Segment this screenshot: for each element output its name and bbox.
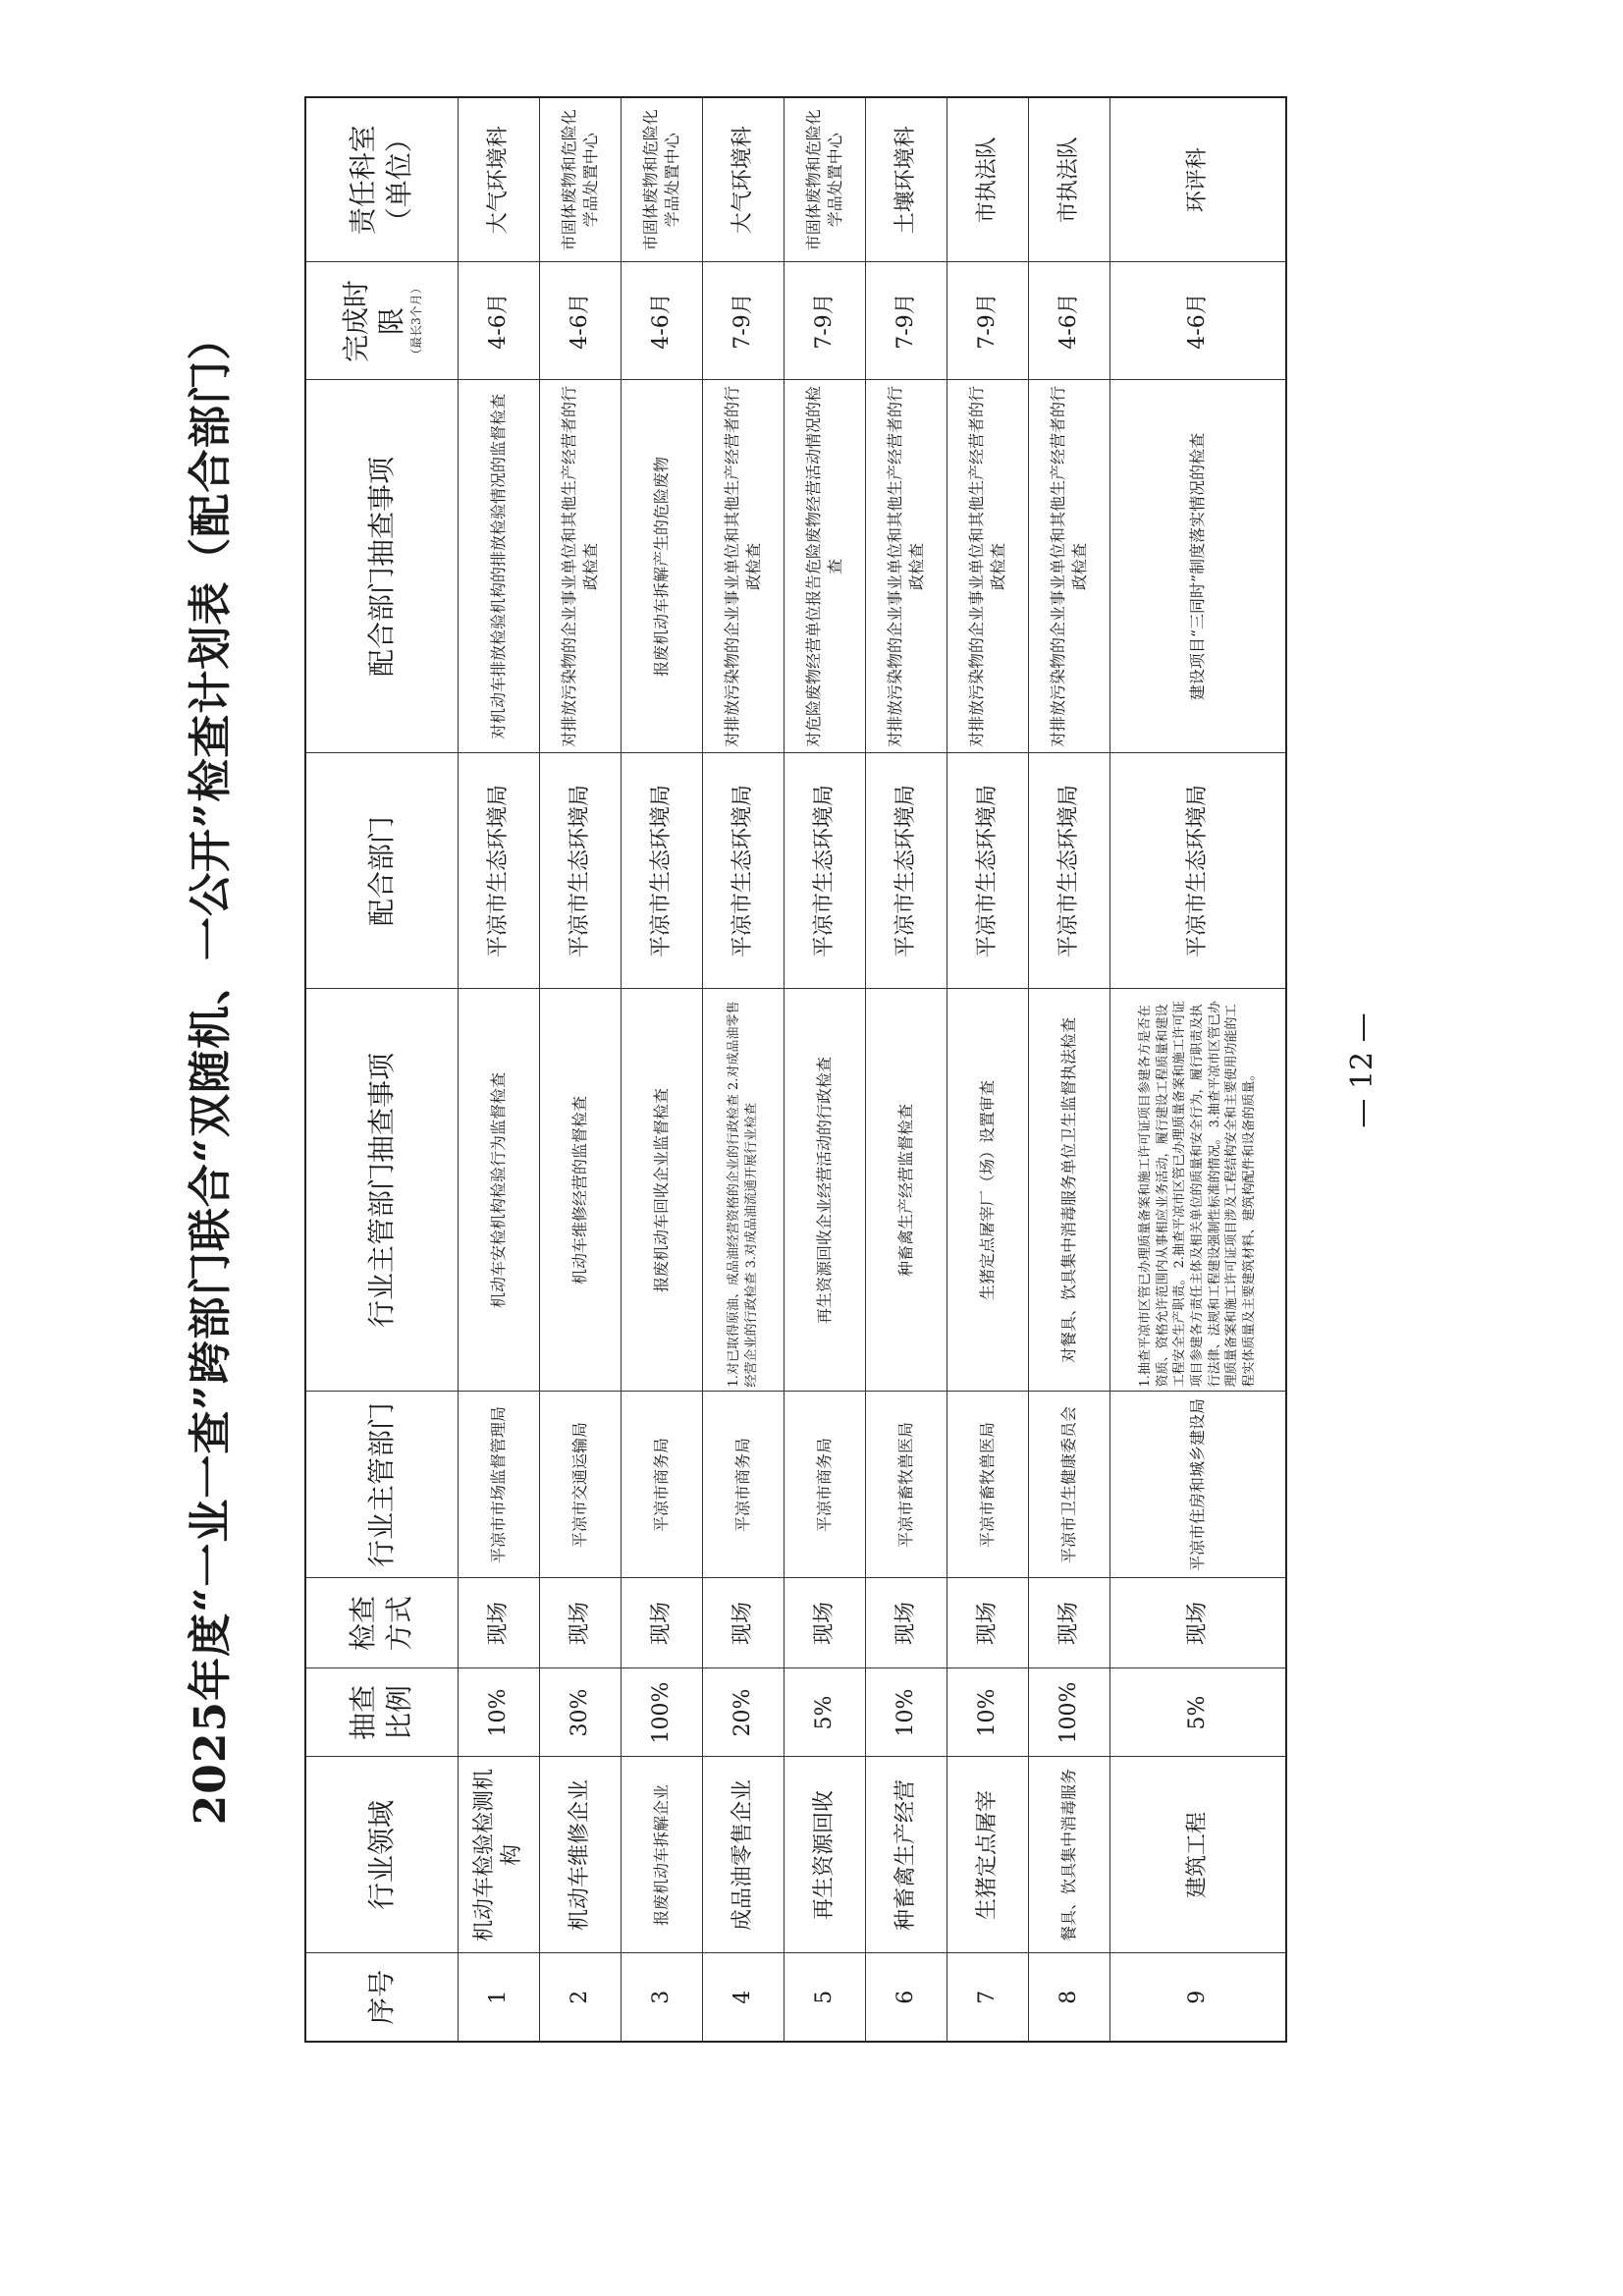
rotated-page (157, 88, 1424, 2052)
cell-method: 现场 (539, 1578, 621, 1668)
table-row (458, 97, 539, 2042)
cell-deadline: 7-9月 (947, 262, 1028, 380)
cell-industry: 餐具、饮具集中消毒服务 (1028, 1757, 1109, 1953)
cell-authority-items: 报废机动车回收企业监督检查 (621, 989, 702, 1392)
header-authority: 行业主管部门 (305, 1392, 458, 1578)
cell-seq: 7 (947, 1953, 1028, 2042)
cell-partner-items: 对排放污染物的企业事业单位和其他生产经营者的行政检查 (947, 380, 1028, 753)
cell-authority: 平凉市畜牧兽医局 (947, 1392, 1028, 1578)
header-partner-items: 配合部门抽查事项 (305, 380, 458, 753)
cell-ratio: 100% (621, 1668, 702, 1757)
cell-method: 现场 (1028, 1578, 1109, 1668)
cell-responsible: 环评科 (1109, 97, 1286, 262)
cell-deadline: 7-9月 (784, 262, 865, 380)
header-authority-items: 行业主管部门抽查事项 (305, 989, 458, 1392)
table-header-row (305, 97, 458, 2042)
cell-responsible: 市固体废物和危险化学品处置中心 (621, 97, 702, 262)
document-title: 2025年度“一业一查”跨部门联合“双随机、一公开”检查计划表（配合部门） (186, 315, 236, 1826)
cell-authority: 平凉市交通运输局 (539, 1392, 621, 1578)
cell-seq: 5 (784, 1953, 865, 2042)
header-method: 检查方式 (305, 1578, 458, 1668)
cell-seq: 6 (865, 1953, 947, 2042)
cell-authority-items: 对餐具、饮具集中消毒服务单位卫生监督执法检查 (1028, 989, 1109, 1392)
page-number: — 12 — (1345, 1012, 1380, 1128)
header-ratio: 抽查比例 (305, 1668, 458, 1757)
cell-partner-items: 对排放污染物的企业事业单位和其他生产经营者的行政检查 (865, 380, 947, 753)
cell-method: 现场 (458, 1578, 539, 1668)
cell-industry: 报废机动车拆解企业 (621, 1757, 702, 1953)
table-row (702, 97, 784, 2042)
cell-ratio: 100% (1028, 1668, 1109, 1757)
cell-ratio: 10% (947, 1668, 1028, 1757)
cell-partner-items: 建设项目“三同时”制度落实情况的检查 (1109, 380, 1286, 753)
cell-seq: 9 (1109, 1953, 1286, 2042)
cell-authority-items: 机动车维修经营的监督检查 (539, 989, 621, 1392)
cell-method: 现场 (947, 1578, 1028, 1668)
cell-responsible: 市固体废物和危险化学品处置中心 (784, 97, 865, 262)
cell-authority: 平凉市住房和城乡建设局 (1109, 1392, 1286, 1578)
cell-responsible: 市固体废物和危险化学品处置中心 (539, 97, 621, 262)
cell-ratio: 5% (784, 1668, 865, 1757)
cell-authority: 平凉市市场监督管理局 (458, 1392, 539, 1578)
cell-authority-items: 1.抽查平凉市区管已办理质量备案和施工许可证项目参建各方是否在资质、资格允许范围内从事相应业务活动，履行建设工程质量和建设工程安全生产职责。 2.抽查平凉市区管已办理质量备案和施工许可证项目参建各方责任主体及相关单位的质量和安全行为，履行职责及执行法律、法规和工程建设强制性标准的情况。 3.抽查平凉市区管已办理质量备案和施工许可证项目涉及工程结构安全和主要使用功能的工程实体质量及主要建筑材料、建筑构配件和设备的质量。 (1109, 989, 1286, 1392)
cell-authority: 平凉市卫生健康委员会 (1028, 1392, 1109, 1578)
table-row (784, 97, 865, 2042)
cell-partner-items: 对机动车排放检验机构的排放检验情况的监督检查 (458, 380, 539, 753)
cell-partner: 平凉市生态环境局 (784, 753, 865, 989)
cell-method: 现场 (1109, 1578, 1286, 1668)
table-row (1109, 97, 1286, 2042)
cell-ratio: 5% (1109, 1668, 1286, 1757)
cell-partner: 平凉市生态环境局 (458, 753, 539, 989)
cell-seq: 3 (621, 1953, 702, 2042)
cell-partner: 平凉市生态环境局 (865, 753, 947, 989)
header-partner: 配合部门 (305, 753, 458, 989)
cell-partner: 平凉市生态环境局 (1109, 753, 1286, 989)
cell-authority: 平凉市商务局 (621, 1392, 702, 1578)
cell-method: 现场 (621, 1578, 702, 1668)
cell-responsible: 市执法队 (947, 97, 1028, 262)
cell-authority: 平凉市商务局 (702, 1392, 784, 1578)
cell-deadline: 4-6月 (1109, 262, 1286, 380)
cell-authority-items: 种畜禽生产经营监督检查 (865, 989, 947, 1392)
cell-seq: 8 (1028, 1953, 1109, 2042)
cell-seq: 1 (458, 1953, 539, 2042)
cell-partner: 平凉市生态环境局 (702, 753, 784, 989)
cell-method: 现场 (784, 1578, 865, 1668)
cell-seq: 2 (539, 1953, 621, 2042)
table-row (539, 97, 621, 2042)
header-deadline (305, 262, 458, 380)
cell-industry: 机动车检验检测机构 (458, 1757, 539, 1953)
header-responsible: 责任科室（单位） (305, 97, 458, 262)
cell-industry: 种畜禽生产经营 (865, 1757, 947, 1953)
cell-responsible: 市执法队 (1028, 97, 1109, 262)
header-deadline-label: 完成时限 (339, 280, 407, 363)
cell-deadline: 7-9月 (702, 262, 784, 380)
table-row (947, 97, 1028, 2042)
cell-authority-items: 1.对已取得原油、成品油经营资格的企业的行政检查 2.对成品油零售经营企业的行政检查 3.对成品油流通开展行业检查 (702, 989, 784, 1392)
cell-responsible: 大气环境科 (702, 97, 784, 262)
cell-industry: 机动车维修企业 (539, 1757, 621, 1953)
cell-deadline: 4-6月 (621, 262, 702, 380)
cell-authority-items: 生猪定点屠宰厂（场）设置审查 (947, 989, 1028, 1392)
cell-authority: 平凉市商务局 (784, 1392, 865, 1578)
cell-partner-items: 对排放污染物的企业事业单位和其他生产经营者的行政检查 (1028, 380, 1109, 753)
cell-deadline: 4-6月 (539, 262, 621, 380)
header-industry: 行业领域 (305, 1757, 458, 1953)
cell-ratio: 10% (865, 1668, 947, 1757)
cell-method: 现场 (702, 1578, 784, 1668)
cell-industry: 成品油零售企业 (702, 1757, 784, 1953)
cell-ratio: 20% (702, 1668, 784, 1757)
cell-partner-items: 对危险废物经营单位报告危险废物经营活动情况的检查 (784, 380, 865, 753)
cell-deadline: 4-6月 (458, 262, 539, 380)
header-seq: 序号 (305, 1953, 458, 2042)
table-row (865, 97, 947, 2042)
cell-responsible: 大气环境科 (458, 97, 539, 262)
header-deadline-note: （最长3个月） (409, 282, 424, 360)
cell-method: 现场 (865, 1578, 947, 1668)
cell-partner: 平凉市生态环境局 (1028, 753, 1109, 989)
cell-authority-items: 再生资源回收企业经营活动的行政检查 (784, 989, 865, 1392)
cell-partner: 平凉市生态环境局 (621, 753, 702, 989)
cell-authority: 平凉市畜牧兽医局 (865, 1392, 947, 1578)
cell-partner-items: 对排放污染物的企业事业单位和其他生产经营者的行政检查 (539, 380, 621, 753)
inspection-plan-table (304, 96, 1287, 2043)
cell-ratio: 10% (458, 1668, 539, 1757)
cell-industry: 生猪定点屠宰 (947, 1757, 1028, 1953)
cell-partner-items: 报废机动车拆解产生的危险废物 (621, 380, 702, 753)
cell-partner: 平凉市生态环境局 (539, 753, 621, 989)
table-row (1028, 97, 1109, 2042)
cell-deadline: 7-9月 (865, 262, 947, 380)
cell-industry: 建筑工程 (1109, 1757, 1286, 1953)
table-row (621, 97, 702, 2042)
cell-ratio: 30% (539, 1668, 621, 1757)
cell-deadline: 4-6月 (1028, 262, 1109, 380)
cell-partner: 平凉市生态环境局 (947, 753, 1028, 989)
cell-authority-items: 机动车安检机构检验行为监督检查 (458, 989, 539, 1392)
cell-seq: 4 (702, 1953, 784, 2042)
cell-partner-items: 对排放污染物的企业事业单位和其他生产经营者的行政检查 (702, 380, 784, 753)
cell-responsible: 土壤环境科 (865, 97, 947, 262)
cell-industry: 再生资源回收 (784, 1757, 865, 1953)
